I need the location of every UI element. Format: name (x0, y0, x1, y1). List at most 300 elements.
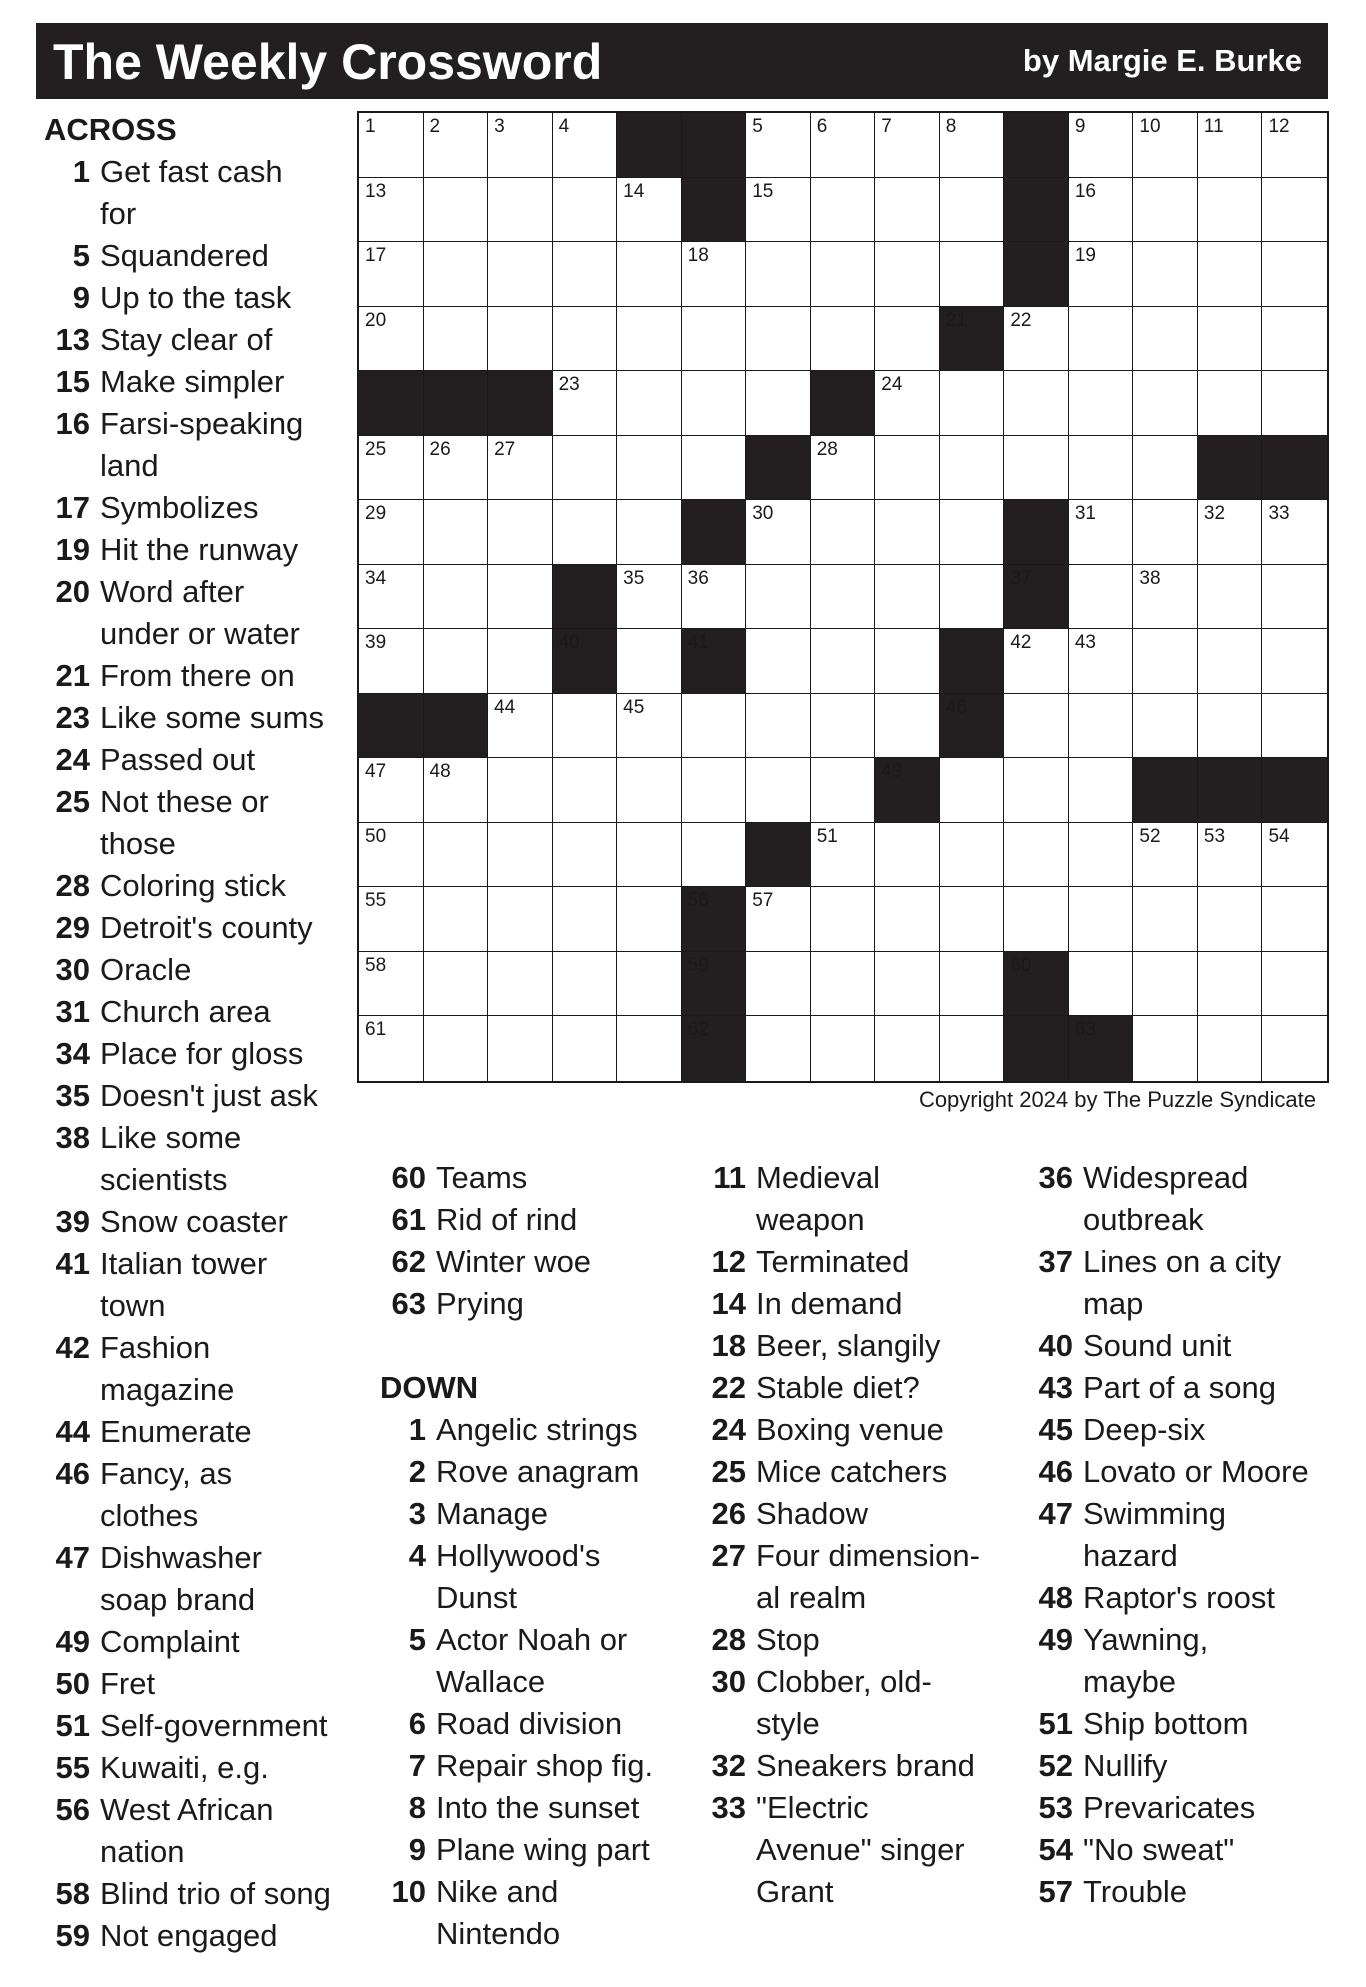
grid-cell[interactable] (746, 694, 811, 759)
grid-cell[interactable] (940, 178, 1005, 243)
grid-cell[interactable] (940, 758, 1005, 823)
grid-cell[interactable] (682, 565, 747, 630)
cell-number: 32 (1203, 503, 1226, 525)
black-square (553, 565, 618, 630)
clue-item (1027, 1367, 1347, 1409)
grid-cell[interactable] (746, 242, 811, 307)
clue-text: Four dimension- (756, 1538, 980, 1573)
grid-cell[interactable] (1069, 629, 1134, 694)
grid-cell[interactable] (424, 823, 489, 888)
grid-cell[interactable] (746, 565, 811, 630)
grid-cell[interactable] (359, 307, 424, 372)
grid-cell[interactable] (875, 113, 940, 178)
clue-text: Angelic strings (436, 1412, 638, 1447)
grid-cell[interactable] (1198, 500, 1263, 565)
clue-text: From there on (100, 658, 295, 693)
black-square (940, 694, 1005, 759)
black-square (682, 952, 747, 1017)
black-square (1004, 242, 1069, 307)
grid-cell[interactable] (488, 629, 553, 694)
grid-cell[interactable] (746, 952, 811, 1017)
grid-cell[interactable] (488, 952, 553, 1017)
title-banner (36, 23, 1328, 99)
black-square (1262, 758, 1327, 823)
grid-cell[interactable] (875, 500, 940, 565)
grid-cell[interactable] (1262, 694, 1327, 759)
grid-cell[interactable] (617, 694, 682, 759)
grid-cell[interactable] (1262, 1016, 1327, 1081)
grid-cell[interactable] (1133, 952, 1198, 1017)
grid-cell[interactable] (940, 1016, 1005, 1081)
clue-text: Trouble (1083, 1874, 1187, 1909)
grid-cell[interactable] (1069, 887, 1134, 952)
grid-cell[interactable] (553, 500, 618, 565)
cell-number: 43 (1074, 632, 1096, 654)
grid-cell[interactable] (359, 436, 424, 501)
cell-number: 49 (881, 761, 903, 783)
cell-number: 30 (752, 503, 774, 525)
clue-text: for (100, 196, 137, 231)
clue-text: Blind trio of song (100, 1876, 331, 1911)
grid-cell[interactable] (1262, 307, 1327, 372)
grid-cell[interactable] (811, 565, 876, 630)
grid-cell[interactable] (1004, 887, 1069, 952)
black-square (1069, 1016, 1134, 1081)
grid-cell[interactable] (617, 371, 682, 436)
clue-number: 31 (55, 994, 90, 1029)
grid-cell[interactable] (1198, 629, 1263, 694)
cell-number: 33 (1268, 503, 1290, 525)
grid-cell[interactable] (553, 113, 618, 178)
grid-cell[interactable] (1198, 242, 1263, 307)
grid-cell[interactable] (617, 178, 682, 243)
clue-item (1027, 1745, 1347, 1787)
clue-text: Avenue" singer (756, 1832, 965, 1867)
grid-cell[interactable] (940, 500, 1005, 565)
clue-item (1027, 1577, 1347, 1619)
clue-number: 7 (408, 1748, 426, 1783)
clue-item (1027, 1787, 1347, 1829)
grid-cell[interactable] (488, 823, 553, 888)
grid-cell[interactable] (811, 694, 876, 759)
grid-cell[interactable] (940, 823, 1005, 888)
grid-cell[interactable] (1133, 565, 1198, 630)
black-square (359, 694, 424, 759)
black-square (940, 307, 1005, 372)
clue-number: 56 (55, 1792, 90, 1827)
grid-cell[interactable] (1262, 565, 1327, 630)
grid-cell[interactable] (940, 436, 1005, 501)
grid-cell[interactable] (359, 565, 424, 630)
grid-cell[interactable] (359, 242, 424, 307)
clue-item (700, 1325, 1010, 1367)
clue-item (380, 1745, 680, 1787)
cell-number: 55 (365, 890, 387, 912)
grid-cell[interactable] (746, 1016, 811, 1081)
grid-cell[interactable] (746, 887, 811, 952)
grid-cell[interactable] (746, 371, 811, 436)
grid-cell[interactable] (1262, 371, 1327, 436)
grid-cell[interactable] (617, 565, 682, 630)
grid-cell[interactable] (940, 113, 1005, 178)
grid-cell[interactable] (1133, 500, 1198, 565)
grid-cell[interactable] (682, 436, 747, 501)
grid-cell[interactable] (1069, 758, 1134, 823)
cell-number: 18 (687, 245, 709, 267)
grid-cell[interactable] (424, 242, 489, 307)
grid-cell[interactable] (488, 694, 553, 759)
grid-cell[interactable] (488, 307, 553, 372)
grid-cell[interactable] (488, 242, 553, 307)
cell-number: 31 (1074, 503, 1096, 525)
cell-number: 10 (1139, 116, 1161, 137)
grid-cell[interactable] (1133, 113, 1198, 178)
grid-cell[interactable] (875, 565, 940, 630)
grid-cell[interactable] (1133, 371, 1198, 436)
clue-number: 29 (55, 910, 90, 945)
grid-cell[interactable] (1133, 1016, 1198, 1081)
grid-cell[interactable] (1069, 371, 1134, 436)
grid-cell[interactable] (1069, 565, 1134, 630)
cell-number: 44 (494, 696, 516, 718)
grid-cell[interactable] (1198, 952, 1263, 1017)
grid-cell[interactable] (488, 887, 553, 952)
grid-cell[interactable] (1198, 823, 1263, 888)
grid-cell[interactable] (1198, 887, 1263, 952)
cell-number: 7 (881, 116, 892, 137)
grid-cell[interactable] (1004, 436, 1069, 501)
grid-cell[interactable] (1004, 823, 1069, 888)
grid-cell[interactable] (1004, 371, 1069, 436)
clue-text: Complaint (100, 1624, 240, 1659)
grid-cell[interactable] (811, 1016, 876, 1081)
grid-cell[interactable] (682, 242, 747, 307)
cell-number: 24 (881, 374, 903, 396)
grid-cell[interactable] (1198, 371, 1263, 436)
grid-cell[interactable] (940, 952, 1005, 1017)
grid-cell[interactable] (682, 307, 747, 372)
clue-number: 47 (1038, 1496, 1073, 1531)
clue-number: 51 (55, 1708, 90, 1743)
grid-cell[interactable] (1262, 887, 1327, 952)
grid-cell[interactable] (488, 1016, 553, 1081)
grid-cell[interactable] (875, 823, 940, 888)
grid-cell[interactable] (359, 178, 424, 243)
clue-text: Wallace (436, 1664, 546, 1699)
grid-cell[interactable] (617, 629, 682, 694)
grid-cell[interactable] (1262, 629, 1327, 694)
grid-cell[interactable] (811, 629, 876, 694)
grid-cell[interactable] (424, 629, 489, 694)
grid-cell[interactable] (1262, 823, 1327, 888)
cell-number: 6 (816, 116, 828, 137)
cell-number: 15 (752, 180, 774, 202)
clue-number: 17 (55, 490, 90, 525)
clue-item (44, 1705, 364, 1747)
grid-cell[interactable] (1198, 307, 1263, 372)
grid-cell[interactable] (811, 952, 876, 1017)
grid-cell[interactable] (359, 500, 424, 565)
grid-cell[interactable] (1069, 242, 1134, 307)
grid-cell[interactable] (1198, 565, 1263, 630)
clue-text: Manage (436, 1496, 549, 1531)
clue-text: Place for gloss (100, 1036, 304, 1071)
grid-cell[interactable] (1262, 113, 1327, 178)
grid-cell[interactable] (940, 565, 1005, 630)
clue-number: 5 (408, 1622, 426, 1657)
grid-cell[interactable] (359, 823, 424, 888)
clue-number: 15 (55, 364, 90, 399)
grid-cell[interactable] (359, 952, 424, 1017)
black-square (553, 629, 618, 694)
grid-cell[interactable] (682, 823, 747, 888)
grid-cell[interactable] (359, 758, 424, 823)
grid-cell[interactable] (875, 629, 940, 694)
grid-cell[interactable] (811, 178, 876, 243)
clue-item (44, 1327, 364, 1411)
grid-cell[interactable] (617, 823, 682, 888)
grid-cell[interactable] (617, 436, 682, 501)
clue-text: map (1083, 1286, 1144, 1321)
clue-item (44, 1789, 364, 1873)
grid-cell[interactable] (746, 307, 811, 372)
grid-cell[interactable] (359, 887, 424, 952)
grid-cell[interactable] (1198, 694, 1263, 759)
grid-cell[interactable] (617, 887, 682, 952)
grid-cell[interactable] (875, 371, 940, 436)
grid-cell[interactable] (424, 565, 489, 630)
grid-cell[interactable] (553, 887, 618, 952)
black-square (1262, 436, 1327, 501)
grid-cell[interactable] (746, 113, 811, 178)
grid-cell[interactable] (1133, 887, 1198, 952)
grid-cell[interactable] (875, 178, 940, 243)
grid-cell[interactable] (1262, 242, 1327, 307)
grid-cell[interactable] (1069, 823, 1134, 888)
grid-cell[interactable] (1133, 436, 1198, 501)
clue-number: 37 (1038, 1244, 1073, 1279)
clue-number: 10 (391, 1874, 426, 1909)
cell-number: 26 (429, 438, 451, 460)
black-square (682, 887, 747, 952)
grid-cell[interactable] (1133, 629, 1198, 694)
grid-cell[interactable] (553, 178, 618, 243)
clue-number: 35 (55, 1078, 90, 1113)
grid-cell[interactable] (1198, 1016, 1263, 1081)
clue-number: 34 (55, 1036, 90, 1071)
grid-cell[interactable] (617, 1016, 682, 1081)
grid-cell[interactable] (1133, 242, 1198, 307)
grid-cell[interactable] (1004, 629, 1069, 694)
grid-cell[interactable] (488, 436, 553, 501)
grid-cell[interactable] (811, 113, 876, 178)
clue-item (700, 1493, 1010, 1535)
clue-item (44, 1873, 364, 1915)
grid-cell[interactable] (1198, 113, 1263, 178)
clue-text: Passed out (100, 742, 256, 777)
grid-cell[interactable] (682, 694, 747, 759)
clue-text: nation (100, 1834, 185, 1869)
puzzle-title: The Weekly Crossword (53, 34, 603, 90)
grid-cell[interactable] (553, 952, 618, 1017)
clue-text: "No sweat" (1083, 1832, 1235, 1867)
cell-number: 21 (945, 309, 967, 331)
grid-cell[interactable] (553, 1016, 618, 1081)
grid-cell[interactable] (811, 500, 876, 565)
grid-cell[interactable] (553, 436, 618, 501)
grid-cell[interactable] (359, 113, 424, 178)
grid-cell[interactable] (875, 952, 940, 1017)
grid-cell[interactable] (1069, 952, 1134, 1017)
clue-item (1027, 1619, 1347, 1703)
clue-text: Prevaricates (1083, 1790, 1256, 1825)
grid-cell[interactable] (940, 371, 1005, 436)
clue-text: Swimming (1083, 1496, 1226, 1531)
grid-cell[interactable] (488, 565, 553, 630)
grid-cell[interactable] (1004, 694, 1069, 759)
grid-cell[interactable] (617, 307, 682, 372)
grid-cell[interactable] (1069, 178, 1134, 243)
grid-cell[interactable] (424, 178, 489, 243)
grid-cell[interactable] (682, 371, 747, 436)
grid-cell[interactable] (811, 436, 876, 501)
grid-cell[interactable] (746, 500, 811, 565)
grid-cell[interactable] (553, 371, 618, 436)
grid-cell[interactable] (553, 823, 618, 888)
grid-cell[interactable] (617, 758, 682, 823)
clue-number: 26 (711, 1496, 746, 1531)
grid-cell[interactable] (811, 887, 876, 952)
clue-number: 63 (391, 1286, 426, 1321)
grid-cell[interactable] (617, 242, 682, 307)
grid-cell[interactable] (811, 823, 876, 888)
grid-cell[interactable] (875, 436, 940, 501)
clue-column-1 (44, 109, 364, 1957)
grid-cell[interactable] (553, 307, 618, 372)
grid-cell[interactable] (359, 1016, 424, 1081)
grid-cell[interactable] (359, 629, 424, 694)
clue-text: clothes (100, 1498, 199, 1533)
clue-number: 28 (55, 868, 90, 903)
grid-cell[interactable] (682, 758, 747, 823)
grid-cell[interactable] (940, 242, 1005, 307)
grid-cell[interactable] (424, 436, 489, 501)
grid-cell[interactable] (875, 887, 940, 952)
cell-number: 53 (1203, 825, 1226, 847)
black-square (1004, 952, 1069, 1017)
cell-number: 60 (1010, 954, 1032, 976)
grid-cell[interactable] (488, 758, 553, 823)
grid-cell[interactable] (811, 242, 876, 307)
grid-cell[interactable] (746, 758, 811, 823)
grid-cell[interactable] (424, 307, 489, 372)
grid-cell[interactable] (1069, 694, 1134, 759)
grid-cell[interactable] (1069, 500, 1134, 565)
grid-cell[interactable] (1133, 178, 1198, 243)
grid-cell[interactable] (488, 178, 553, 243)
crossword-grid (357, 111, 1329, 1083)
grid-cell[interactable] (1004, 758, 1069, 823)
grid-cell[interactable] (746, 178, 811, 243)
clue-text: Ship bottom (1083, 1706, 1249, 1741)
grid-cell[interactable] (424, 500, 489, 565)
grid-cell[interactable] (1069, 436, 1134, 501)
black-square (811, 371, 876, 436)
grid-cell[interactable] (1004, 307, 1069, 372)
clue-item (380, 1283, 680, 1325)
grid-cell[interactable] (488, 113, 553, 178)
clue-text: Teams (436, 1160, 528, 1195)
grid-cell[interactable] (1262, 952, 1327, 1017)
grid-cell[interactable] (1198, 178, 1263, 243)
clue-text: Farsi-speaking (100, 406, 304, 441)
grid-cell[interactable] (746, 629, 811, 694)
grid-cell[interactable] (811, 307, 876, 372)
grid-cell[interactable] (875, 307, 940, 372)
grid-cell[interactable] (875, 694, 940, 759)
grid-cell[interactable] (488, 500, 553, 565)
grid-cell[interactable] (424, 952, 489, 1017)
grid-cell[interactable] (1133, 307, 1198, 372)
grid-cell[interactable] (553, 694, 618, 759)
clue-number: 59 (55, 1918, 90, 1953)
spacer (380, 1325, 680, 1367)
grid-cell[interactable] (1133, 694, 1198, 759)
clue-item (380, 1493, 680, 1535)
grid-cell[interactable] (875, 242, 940, 307)
grid-cell[interactable] (424, 758, 489, 823)
grid-cell[interactable] (811, 758, 876, 823)
grid-cell[interactable] (553, 758, 618, 823)
grid-cell[interactable] (1262, 500, 1327, 565)
grid-cell[interactable] (940, 887, 1005, 952)
clue-number: 2 (408, 1454, 426, 1489)
clue-item (380, 1703, 680, 1745)
clue-number: 44 (55, 1414, 90, 1449)
clue-text: Lovato or Moore (1083, 1454, 1309, 1489)
clue-item (44, 781, 364, 865)
grid-cell[interactable] (875, 1016, 940, 1081)
grid-cell[interactable] (1069, 307, 1134, 372)
black-square (1198, 758, 1263, 823)
clue-text: Sound unit (1083, 1328, 1232, 1363)
clue-text: Enumerate (100, 1414, 252, 1449)
grid-cell[interactable] (617, 952, 682, 1017)
clue-item (1027, 1493, 1347, 1577)
cell-number: 2 (429, 116, 441, 137)
grid-cell[interactable] (553, 242, 618, 307)
clue-item (700, 1661, 1010, 1745)
clue-text: Italian tower (100, 1246, 268, 1281)
grid-cell[interactable] (617, 500, 682, 565)
clue-number: 40 (1038, 1328, 1073, 1363)
grid-cell[interactable] (1133, 823, 1198, 888)
grid-cell[interactable] (424, 113, 489, 178)
cell-number: 52 (1139, 825, 1161, 847)
grid-cell[interactable] (1262, 178, 1327, 243)
grid-cell[interactable] (424, 887, 489, 952)
grid-cell[interactable] (1069, 113, 1134, 178)
clue-text: Lines on a city (1083, 1244, 1282, 1279)
clue-number: 61 (391, 1202, 426, 1237)
black-square (682, 113, 747, 178)
clue-number: 30 (711, 1664, 746, 1699)
clue-text: weapon (756, 1202, 865, 1237)
clue-number: 16 (55, 406, 90, 441)
clue-text: Part of a song (1083, 1370, 1277, 1405)
clue-item (700, 1619, 1010, 1661)
grid-cell[interactable] (424, 1016, 489, 1081)
